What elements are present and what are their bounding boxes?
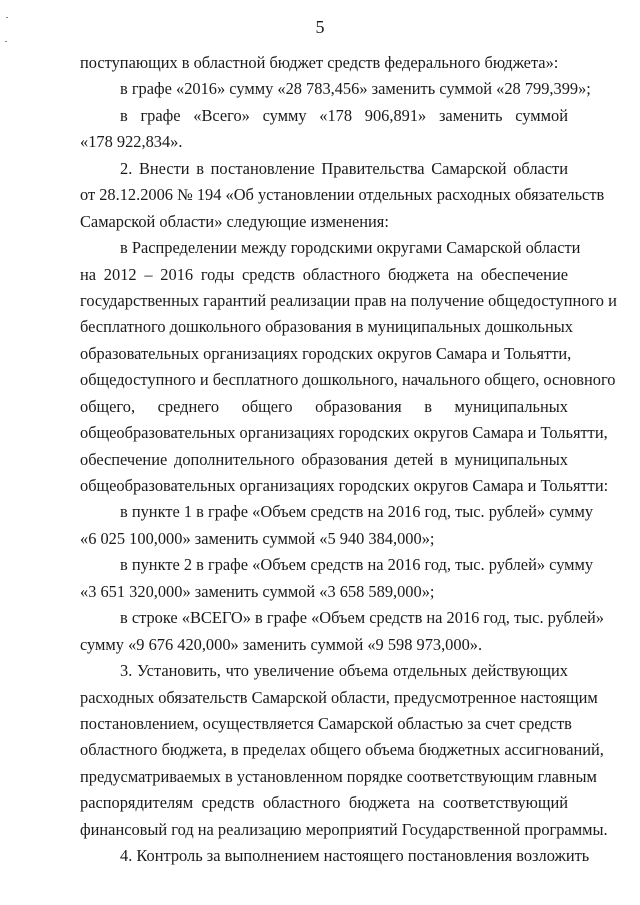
text-line: в графе «Всего» сумму «178 906,891» заменить суммой <box>120 105 568 125</box>
scan-artifact <box>5 41 7 42</box>
text-line: предусматриваемых в установленном порядке соответствующим главным <box>80 766 597 786</box>
text-line: в графе «2016» сумму «28 783,456» заменить суммой «28 799,399»; <box>120 79 591 99</box>
text-line: общеобразовательных организациях городских округов Самара и Тольятти, <box>80 423 608 443</box>
text-line: областного бюджета, в пределах общего объема бюджетных ассигнований, <box>80 740 604 760</box>
text-line: обеспечение дополнительного образования детей в муниципальных <box>80 449 568 469</box>
text-line: 2. Внести в постановление Правительства Самарской области <box>120 158 568 178</box>
text-line: общедоступного и бесплатного дошкольного, начального общего, основного <box>80 370 616 390</box>
text-line: Самарской области» следующие изменения: <box>80 211 389 231</box>
text-line: от 28.12.2006 № 194 «Об установлении отдельных расходных обязательств <box>80 185 605 205</box>
text-line: «178 922,834». <box>80 132 183 152</box>
text-line: образовательных организациях городских округов Самара и Тольятти, <box>80 343 572 363</box>
text-line: расходных обязательств Самарской области, предусмотренное настоящим <box>80 687 598 707</box>
text-line: в пункте 1 в графе «Объем средств на 2016 год, тыс. рублей» сумму <box>120 502 594 522</box>
text-line: финансовый год на реализацию мероприятий Государственной программы. <box>80 819 608 839</box>
text-line: 3. Установить, что увеличение объема отдельных действующих <box>120 661 568 681</box>
text-line: общеобразовательных организациях городских округов Самара и Тольятти: <box>80 476 609 495</box>
text-line: на 2012 – 2016 годы средств областного бюджета на обеспечение <box>80 264 568 284</box>
text-line: сумму «9 676 420,000» заменить суммой «9 598 973,000». <box>80 634 483 654</box>
text-line: распорядителям средств областного бюджета на соответствующий <box>80 793 568 813</box>
text-line: 4. Контроль за выполнением настоящего постановления возложить <box>120 846 590 866</box>
text-line: «3 651 320,000» заменить суммой «3 658 589,000»; <box>80 581 435 601</box>
page-number: 5 <box>315 17 325 37</box>
text-line: государственных гарантий реализации прав на получение общедоступного и <box>80 290 617 310</box>
text-line: в строке «ВСЕГО» в графе «Объем средств на 2016 год, тыс. рублей» <box>120 608 604 628</box>
text-line: общего, среднего общего образования в муниципальных <box>80 396 568 416</box>
text-line: поступающих в областной бюджет средств федерального бюджета»: <box>80 53 559 72</box>
text-line: бесплатного дошкольного образования в муниципальных дошкольных <box>80 317 573 337</box>
document-body <box>80 50 617 870</box>
text-line: в Распределении между городскими округами Самарской области <box>120 238 581 258</box>
text-line: в пункте 2 в графе «Объем средств на 2016 год, тыс. рублей» сумму <box>120 555 594 575</box>
text-line: «6 025 100,000» заменить суммой «5 940 384,000»; <box>80 528 435 548</box>
text-line: постановлением, осуществляется Самарской областью за счет средств <box>80 713 572 733</box>
